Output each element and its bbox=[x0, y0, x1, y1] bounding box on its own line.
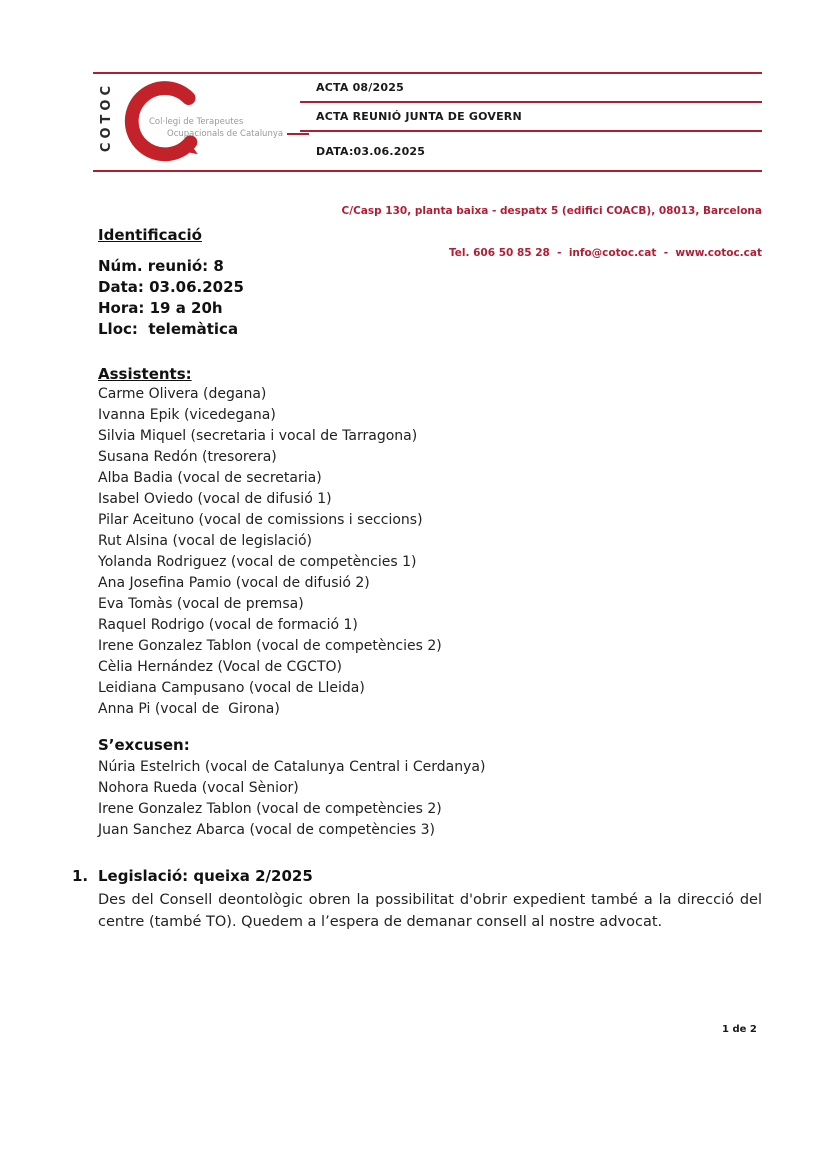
attendee-item: Leidiana Campusano (vocal de Lleida) bbox=[98, 680, 365, 696]
attendee-item: Anna Pi (vocal de Girona) bbox=[98, 701, 280, 717]
excused-item: Núria Estelrich (vocal de Catalunya Central i Cerdanya) bbox=[98, 759, 486, 775]
agenda-item-1 bbox=[72, 865, 762, 933]
attendee-item: Irene Gonzalez Tablon (vocal de competències 2) bbox=[98, 638, 442, 654]
acta-date: DATA:03.06.2025 bbox=[316, 144, 426, 158]
logo-subtitle-line1: Col·legi de Terapeutes bbox=[149, 117, 244, 127]
meeting-time: Hora: 19 a 20h bbox=[98, 299, 223, 317]
meeting-place: Lloc: telemàtica bbox=[98, 320, 239, 338]
document-body bbox=[72, 226, 762, 933]
excused-item: Irene Gonzalez Tablon (vocal de competències 2) bbox=[98, 801, 442, 817]
attendee-item: Silvia Miquel (secretaria i vocal de Tarragona) bbox=[98, 428, 418, 444]
identification-block bbox=[98, 256, 762, 340]
acta-number: ACTA 08/2025 bbox=[300, 74, 762, 103]
attendees-list bbox=[98, 384, 762, 720]
meeting-date: Data: 03.06.2025 bbox=[98, 278, 244, 296]
agenda-item-body: Des del Consell deontològic obren la possibilitat d'obrir expedient també a la direcció del centre (també TO). Quedem a l’espera de demanar consell al nostre advocat. bbox=[98, 892, 762, 930]
meeting-number: Núm. reunió: 8 bbox=[98, 257, 224, 275]
logo-acronym-vertical: COTOC bbox=[99, 82, 114, 153]
page-number: 1 de 2 bbox=[722, 1024, 757, 1035]
agenda-item-title: Legislació: queixa 2/2025 bbox=[98, 867, 313, 885]
attendee-item: Isabel Oviedo (vocal de difusió 1) bbox=[98, 491, 332, 507]
attendee-item: Ivanna Epik (vicedegana) bbox=[98, 407, 276, 423]
cotoc-logo bbox=[93, 74, 300, 170]
attendee-item: Cèlia Hernández (Vocal de CGCTO) bbox=[98, 659, 342, 675]
attendee-item: Raquel Rodrigo (vocal de formació 1) bbox=[98, 617, 358, 633]
subtitle-red-rule bbox=[287, 133, 309, 135]
identification-heading: Identificació bbox=[98, 226, 202, 244]
excused-item: Nohora Rueda (vocal Sènior) bbox=[98, 780, 299, 796]
attendee-item: Ana Josefina Pamio (vocal de difusió 2) bbox=[98, 575, 370, 591]
org-address-line1: C/Casp 130, planta baixa - despatx 5 (edifici COACB), 08013, Barcelona bbox=[341, 205, 762, 217]
attendee-item: Rut Alsina (vocal de legislació) bbox=[98, 533, 312, 549]
attendee-item: Pilar Aceituno (vocal de comissions i seccions) bbox=[98, 512, 423, 528]
header-meta-rows bbox=[300, 74, 762, 170]
attendee-item: Alba Badia (vocal de secretaria) bbox=[98, 470, 322, 486]
document-header bbox=[93, 72, 762, 172]
acta-title: ACTA REUNIÓ JUNTA DE GOVERN bbox=[300, 103, 762, 132]
logo-subtitle bbox=[149, 116, 309, 140]
attendee-item: Eva Tomàs (vocal de premsa) bbox=[98, 596, 304, 612]
org-address-line2: Tel. 606 50 85 28 - info@cotoc.cat - www.cotoc.cat bbox=[448, 247, 762, 259]
attendees-heading: Assistents: bbox=[98, 365, 192, 383]
attendee-item: Carme Olivera (degana) bbox=[98, 386, 267, 402]
excused-list bbox=[98, 757, 762, 841]
excused-item: Juan Sanchez Abarca (vocal de competències 3) bbox=[98, 822, 436, 838]
excused-heading: S’excusen: bbox=[98, 736, 190, 754]
attendee-item: Susana Redón (tresorera) bbox=[98, 449, 277, 465]
logo-subtitle-line2: Ocupacionals de Catalunya bbox=[167, 129, 284, 139]
agenda-item-number: 1. bbox=[72, 867, 89, 885]
attendee-item: Yolanda Rodriguez (vocal de competències 1) bbox=[98, 554, 417, 570]
